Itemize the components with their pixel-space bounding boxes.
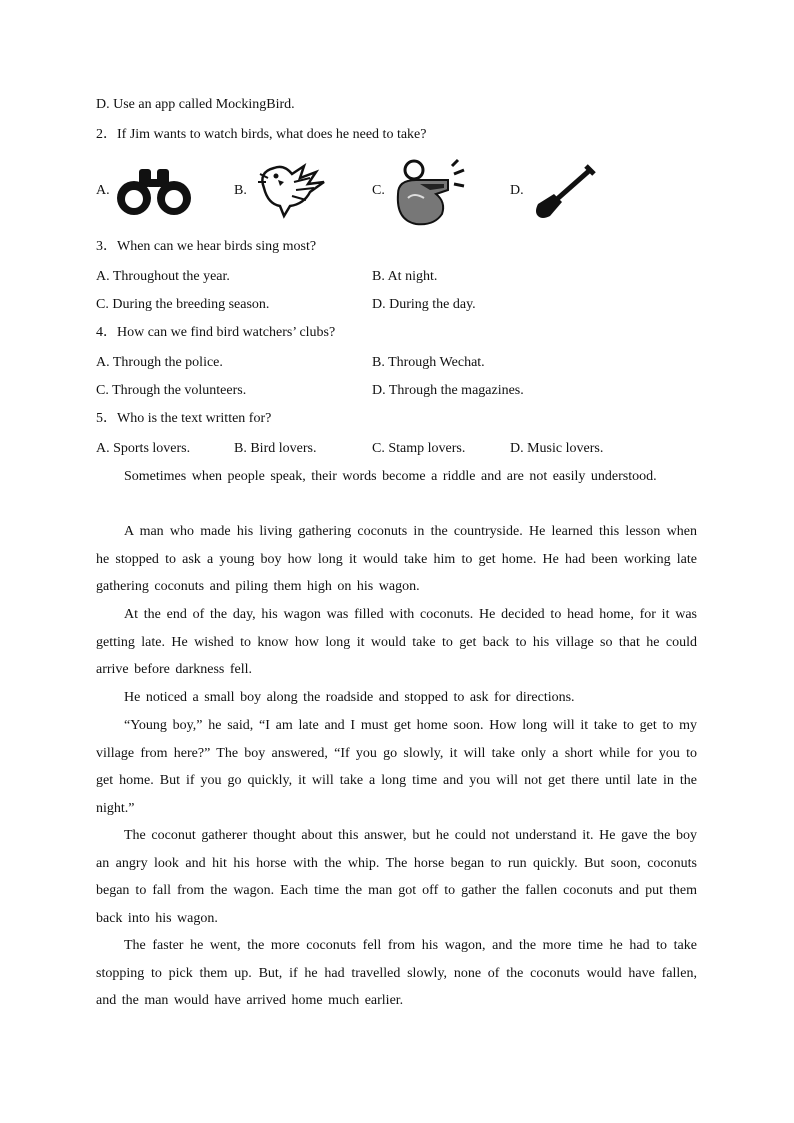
q5-option-c: C. Stamp lovers. <box>372 441 466 456</box>
passage-paragraph-5: “Young boy,” he said, “I am late and I must get home soon. How long will it take to get to my village from here?” The boy answered, “If you go slowly, it will take only a short while for you to get home. But if you go quickly, it will take a long time and you will not get there until late in the night.” <box>96 718 697 816</box>
passage-paragraph-7: The faster he went, the more coconuts fell from his wagon, and the more time he had to take stopping to pick them up. But, if he had travelled slowly, none of the coconuts would have fallen, and the man would have arrived home much earlier. <box>96 938 697 1009</box>
q3-option-b: B. At night. <box>372 269 438 284</box>
passage-paragraph-6: The coconut gatherer thought about this answer, but he could not understand it. He gave the boy an angry look and hit his horse with the whip. The horse began to run quickly. But soon, coconuts began to fall from the wagon. Each time the man got off to gather the fallen coconuts and put them back into his wagon. <box>96 828 697 926</box>
passage-paragraph-4: He noticed a small boy along the roadside and stopped to ask for directions. <box>124 690 575 705</box>
binoculars-icon <box>115 165 193 217</box>
passage-paragraph-3: At the end of the day, his wagon was filled with coconuts. He decided to head home, for it was getting late. He wished to know how long it would take to get back to his village so that he could arrive before darkness fell. <box>96 607 697 678</box>
q3-option-a: A. Throughout the year. <box>96 269 230 284</box>
q2-option-d-label: D. <box>510 183 524 198</box>
q3-option-d: D. During the day. <box>372 297 476 312</box>
shovel-icon <box>530 160 598 222</box>
q4-option-b: B. Through Wechat. <box>372 355 485 370</box>
q5-option-d: D. Music lovers. <box>510 441 604 456</box>
bird-icon <box>254 160 328 220</box>
question-3: 3．When can we hear birds sing most? <box>96 239 317 254</box>
question-2: 2．If Jim wants to watch birds, what does he need to take? <box>96 127 427 142</box>
q4-option-d: D. Through the magazines. <box>372 383 524 398</box>
q2-option-a-label: A. <box>96 183 110 198</box>
q5-option-b: B. Bird lovers. <box>234 441 317 456</box>
passage-paragraph-1: Sometimes when people speak, their words become a riddle and are not easily understood. <box>124 469 657 484</box>
q2-option-c-label: C. <box>372 183 385 198</box>
passage-paragraph-2: A man who made his living gathering coconuts in the countryside. He learned this lesson when he stopped to ask a young boy how long it would take him to get home. He had been working late gathering coconuts and piling them high on his wagon. <box>96 524 697 595</box>
q5-option-a: A. Sports lovers. <box>96 441 191 456</box>
q4-option-c: C. Through the volunteers. <box>96 383 247 398</box>
question-5: 5．Who is the text written for? <box>96 411 272 426</box>
option-d-previous: D. Use an app called MockingBird. <box>96 97 295 112</box>
question-4: 4．How can we find bird watchers’ clubs? <box>96 325 336 340</box>
q3-option-c: C. During the breeding season. <box>96 297 270 312</box>
q2-option-b-label: B. <box>234 183 247 198</box>
q4-option-a: A. Through the police. <box>96 355 223 370</box>
whistle-icon <box>390 158 468 228</box>
